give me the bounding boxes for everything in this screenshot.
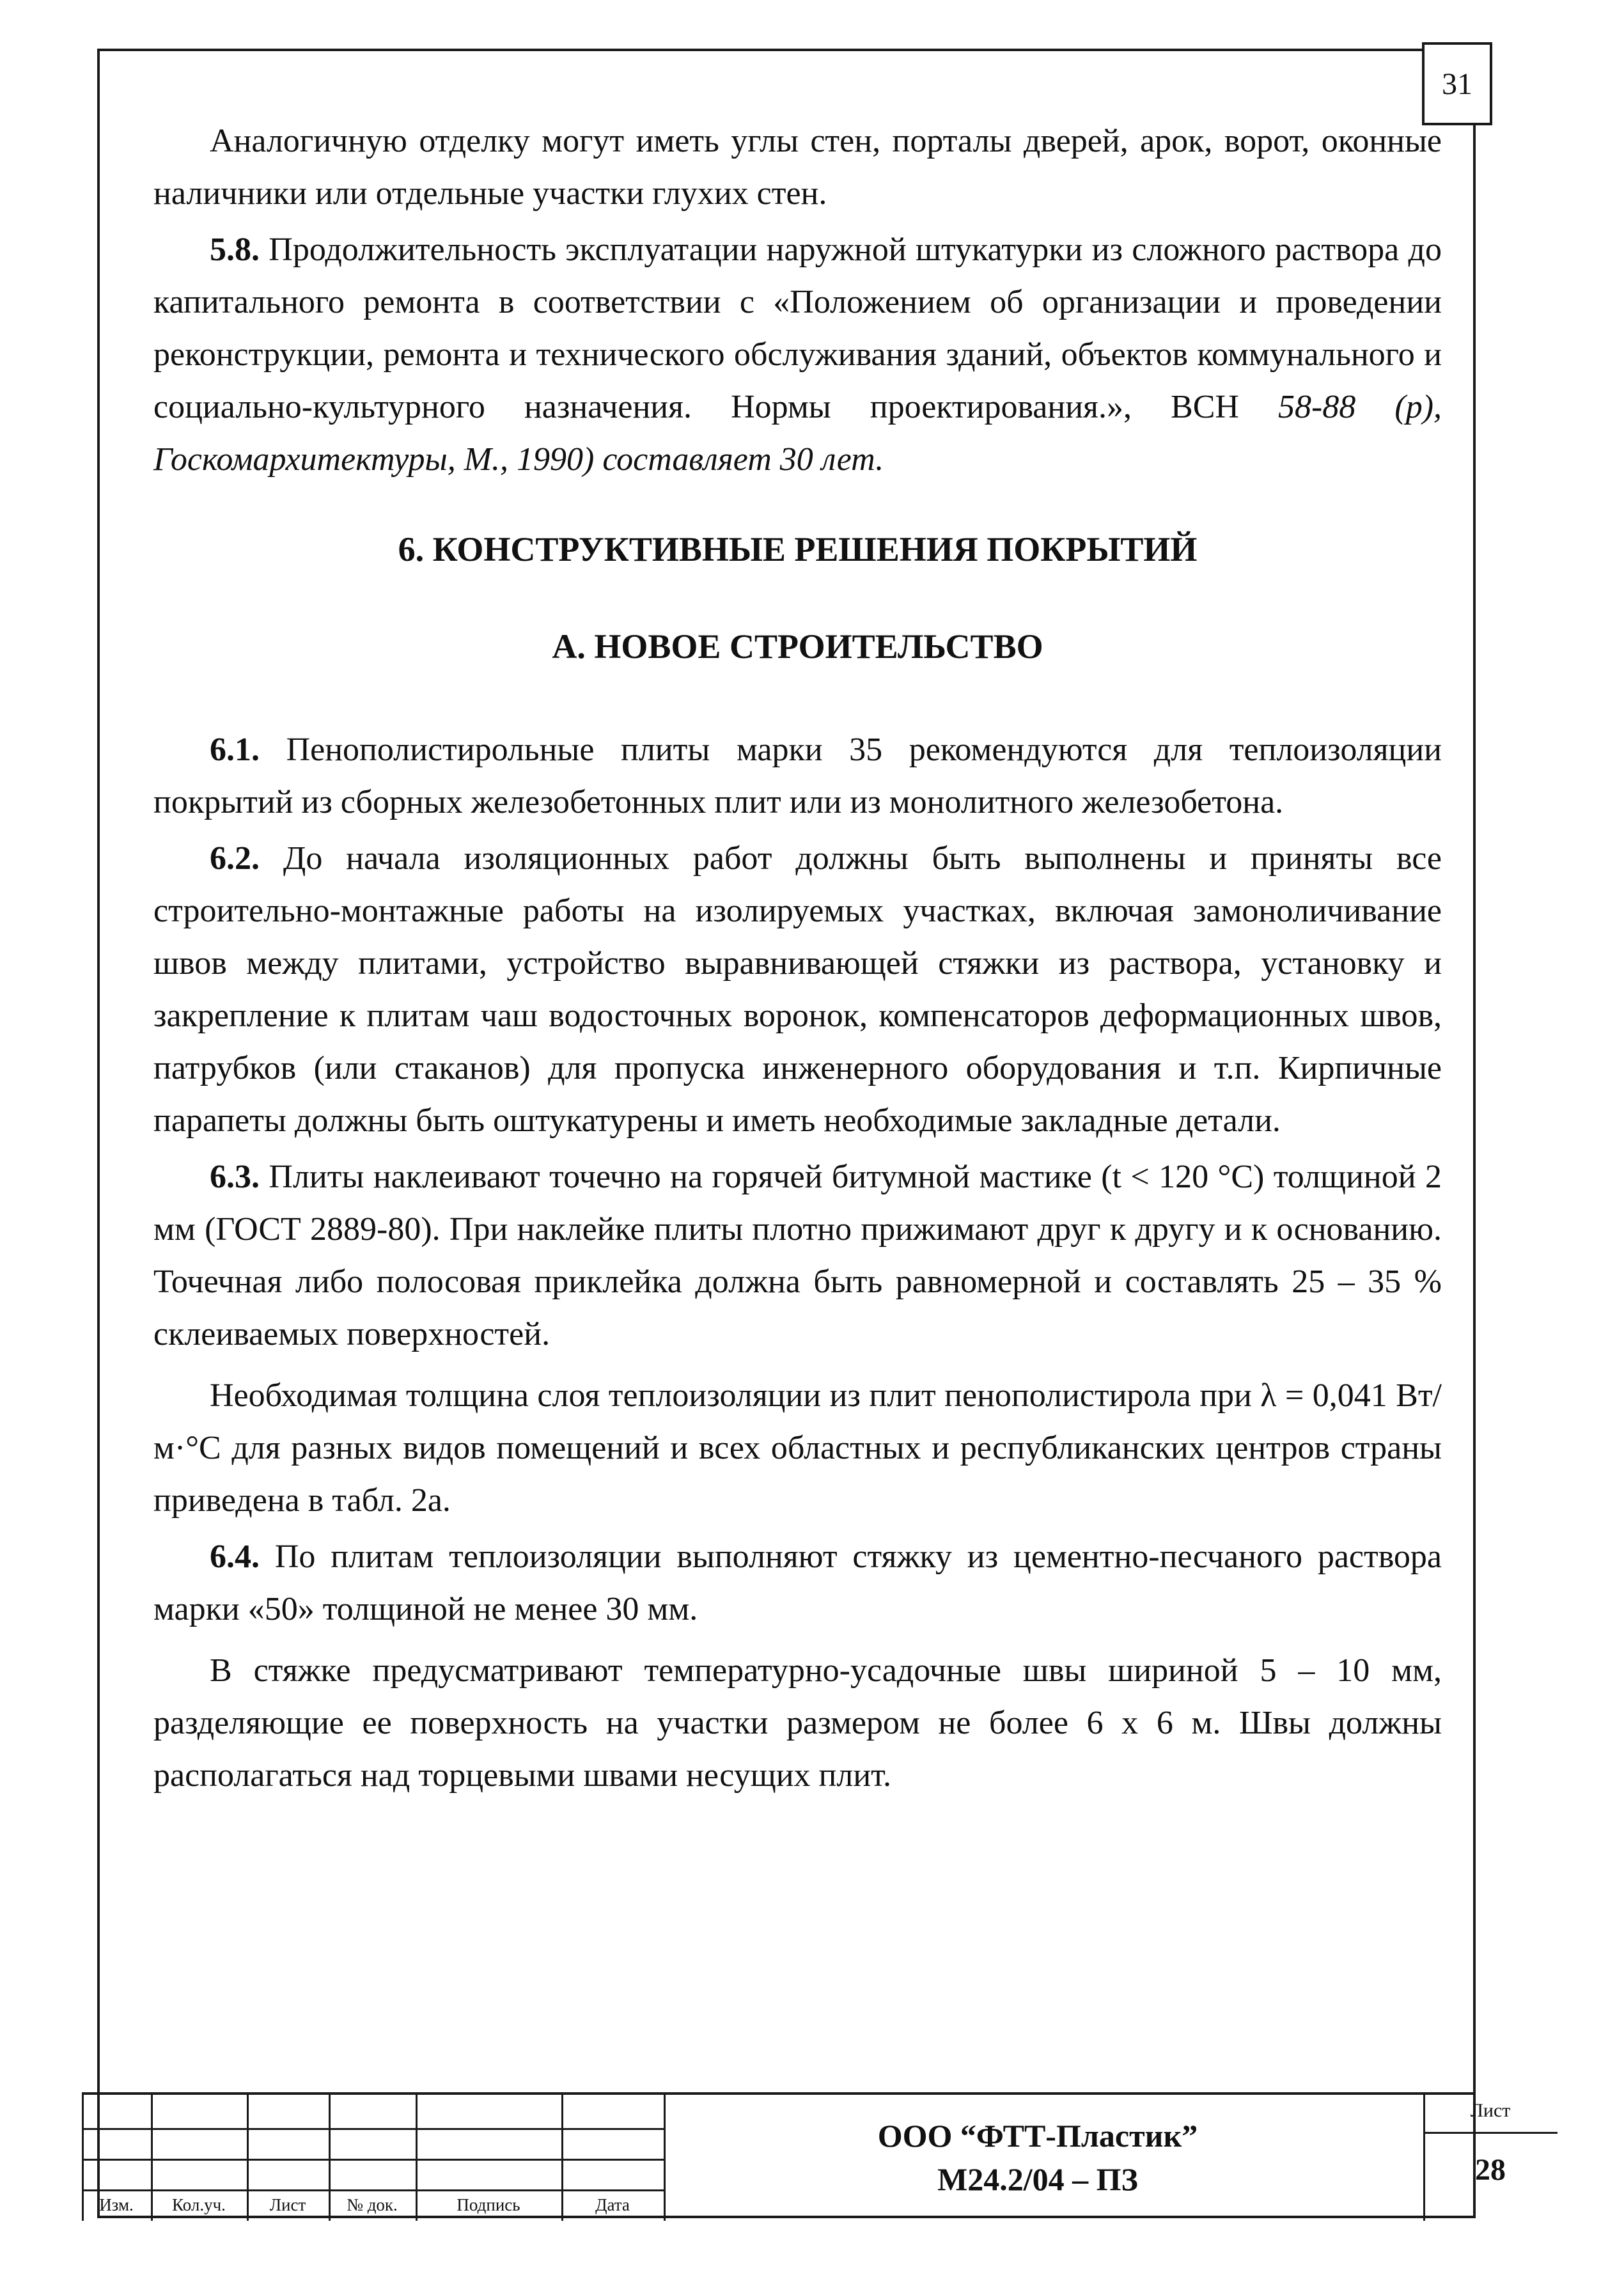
sheet-label: Лист bbox=[1470, 2100, 1511, 2121]
clause-number: 6.3. bbox=[210, 1159, 260, 1195]
clause-number: 5.8. bbox=[210, 231, 260, 268]
paragraph-5-8 bbox=[153, 224, 1442, 486]
clause-text-italic: 58-88 (р), Госкомархитектуры, М., 1990) составляет 30 лет. bbox=[153, 389, 1442, 478]
clause-text: Пенополистирольные плиты марки 35 рекомендуются для теплоизоляции покрытий из сборных железобетонных плит или из монолитного железобетона. bbox=[153, 732, 1442, 820]
paragraph-finishing: Аналогичную отделку могут иметь углы стен, порталы дверей, арок, ворот, оконные наличники или отдельные участки глухих стен. bbox=[153, 123, 1442, 212]
col-ndok-label: № док. bbox=[347, 2195, 398, 2214]
col-koluch-label: Кол.уч. bbox=[172, 2195, 226, 2214]
paragraph-6-3 bbox=[153, 1151, 1442, 1361]
document-body bbox=[153, 115, 1442, 1802]
sheet-number: 28 bbox=[1475, 2153, 1506, 2187]
clause-text: Продолжительность эксплуатации наружной штукатурки из сложного раствора до капитального ремонта в соответствии с «Положением об организации и проведении реконструкции, ремонта и технического обслуживания зданий, объектов коммунального и социально-культурного назначения. Нормы проектирования.», ВСН bbox=[153, 231, 1442, 425]
title-block-center bbox=[664, 2114, 1412, 2201]
company-name: ООО “ФТТ-Пластик” bbox=[877, 2118, 1198, 2154]
clause-number: 6.4. bbox=[210, 1538, 260, 1575]
title-block bbox=[82, 2092, 1511, 2218]
paragraph-6-4 bbox=[153, 1531, 1442, 1636]
col-podpis-label: Подпись bbox=[457, 2195, 520, 2214]
clause-text: По плитам теплоизоляции выполняют стяжку из цементно-песчаного раствора марки «50» толщиной не менее 30 мм. bbox=[153, 1538, 1442, 1627]
clause-text: До начала изоляционных работ должны быть выполнены и приняты все строительно-монтажные работы на изолируемых участках, включая замоноличивание швов между плитами, устройство выравнивающей стяжки из раствора, установку и закрепление к плитам чаш водосточных воронок, компенсаторов деформационных швов, патрубков (или стаканов) для пропуска инженерного оборудования и т.п. Кирпичные парапеты должны быть оштукатурены и иметь необходимые закладные детали. bbox=[153, 840, 1442, 1139]
paragraph-insulation-thickness: Необходимая толщина слоя теплоизоляции из плит пенополистирола при λ = 0,041 Вт/м·°С для разных видов помещений и всех областных и республиканских центров страны приведена в табл. 2а. bbox=[153, 1377, 1442, 1519]
clause-number: 6.1. bbox=[210, 732, 260, 768]
paragraph-6-1 bbox=[153, 724, 1442, 829]
paragraph-6-2 bbox=[153, 833, 1442, 1147]
document-code: М24.2/04 – ПЗ bbox=[937, 2161, 1138, 2197]
clause-number: 6.2. bbox=[210, 840, 260, 877]
section-heading-6: 6. КОНСТРУКТИВНЫЕ РЕШЕНИЯ ПОКРЫТИЙ bbox=[398, 530, 1198, 568]
col-data-label: Дата bbox=[595, 2195, 630, 2214]
subsection-heading-a: А. НОВОЕ СТРОИТЕЛЬСТВО bbox=[552, 627, 1043, 666]
page-number-top: 31 bbox=[1422, 42, 1492, 125]
clause-text: Плиты наклеивают точечно на горячей битумной мастике (t < 120 °С) толщиной 2 мм (ГОСТ 2889-80). При наклейке плиты плотно прижимают друг к другу и к основанию. Точечная либо полосовая приклейка должна быть равномерной и составлять 25 – 35 % склеиваемых поверхностей. bbox=[153, 1159, 1442, 1352]
col-list-label: Лист bbox=[269, 2195, 306, 2214]
paragraph-joints: В стяжке предусматривают температурно-усадочные швы шириной 5 – 10 мм, разделяющие ее поверхность на участки размером не более 6 х 6 м. Швы должны располагаться над торцевыми швами несущих плит. bbox=[153, 1652, 1442, 1794]
col-izm-label: Изм. bbox=[99, 2195, 134, 2214]
